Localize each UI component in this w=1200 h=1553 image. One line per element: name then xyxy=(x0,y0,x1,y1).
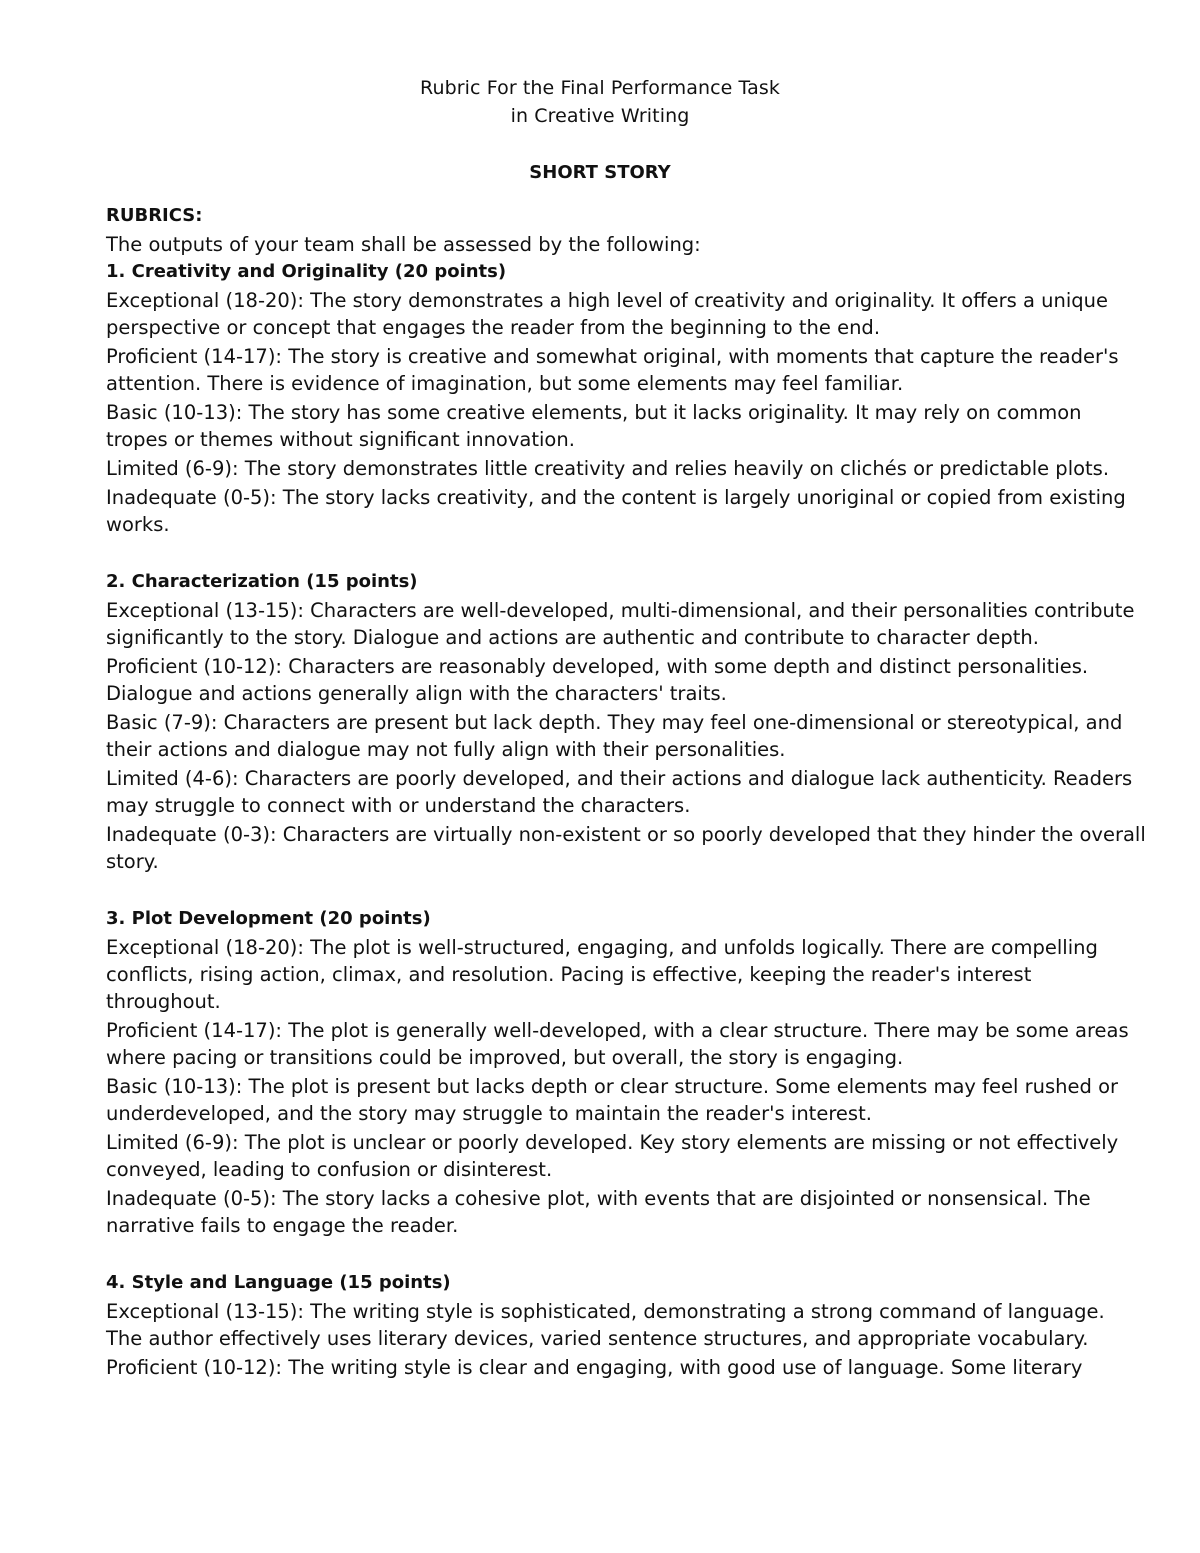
level-exceptional: Exceptional (13-15): Characters are well-developed, multi-dimensional, and their personalities contribute significantly to the story. Dialogue and actions are authentic and contribute to character depth. xyxy=(106,599,1135,649)
level-basic: Basic (10-13): The plot is present but lacks depth or clear structure. Some elements may feel rushed or underdeveloped, and the story may struggle to maintain the reader's interest. xyxy=(106,1075,1119,1125)
level-basic: Basic (10-13): The story has some creative elements, but it lacks originality. It may rely on common tropes or themes without significant innovation. xyxy=(106,401,1082,451)
level-basic: Basic (7-9): Characters are present but lack depth. They may feel one-dimensional or stereotypical, and their actions and dialogue may not fully align with their personalities. xyxy=(106,711,1123,761)
intro-text: The outputs of your team shall be assessed by the following: xyxy=(106,233,701,256)
level-inadequate: Inadequate (0-3): Characters are virtually non-existent or so poorly developed that they hinder the overall story. xyxy=(106,823,1146,873)
level-limited: Limited (6-9): The plot is unclear or poorly developed. Key story elements are missing or not effectively conveyed, leading to confusion or disinterest. xyxy=(106,1131,1119,1181)
document-title-line-1: Rubric For the Final Performance Task xyxy=(420,77,780,99)
criterion-creativity xyxy=(106,258,1146,538)
criterion-style-language xyxy=(106,1269,1146,1381)
level-inadequate: Inadequate (0-5): The story lacks creativity, and the content is largely unoriginal or copied from existing works. xyxy=(106,486,1126,536)
level-limited: Limited (4-6): Characters are poorly developed, and their actions and dialogue lack authenticity. Readers may struggle to connect with or understand the characters. xyxy=(106,767,1133,817)
criterion-title: 1. Creativity and Originality (20 points) xyxy=(106,261,507,282)
level-proficient: Proficient (14-17): The plot is generally well-developed, with a clear structure. There may be some areas where pacing or transitions could be improved, but overall, the story is engaging. xyxy=(106,1019,1129,1069)
criterion-title: 4. Style and Language (15 points) xyxy=(106,1272,451,1293)
level-inadequate: Inadequate (0-5): The story lacks a cohesive plot, with events that are disjointed or nonsensical. The narrative fails to engage the reader. xyxy=(106,1187,1091,1237)
level-exceptional: Exceptional (13-15): The writing style is sophisticated, demonstrating a strong command of language. The author effectively uses literary devices, varied sentence structures, and appropriate vocabulary. xyxy=(106,1300,1105,1350)
criterion-title: 2. Characterization (15 points) xyxy=(106,571,418,592)
criterion-title: 3. Plot Development (20 points) xyxy=(106,908,431,929)
document-heading: SHORT STORY xyxy=(529,162,671,183)
level-exceptional: Exceptional (18-20): The plot is well-structured, engaging, and unfolds logically. There are compelling conflicts, rising action, climax, and resolution. Pacing is effective, keeping the reader's interest throughout. xyxy=(106,936,1098,1013)
document-title-line-2: in Creative Writing xyxy=(510,105,690,127)
level-proficient: Proficient (10-12): Characters are reasonably developed, with some depth and distinct personalities. Dialogue and actions generally align with the characters' traits. xyxy=(106,655,1089,705)
level-proficient: Proficient (10-12): The writing style is clear and engaging, with good use of language. Some literary xyxy=(106,1356,1083,1379)
criterion-plot-development xyxy=(106,905,1146,1239)
level-proficient: Proficient (14-17): The story is creative and somewhat original, with moments that capture the reader's attention. There is evidence of imagination, but some elements may feel familiar. xyxy=(106,345,1119,395)
rubric-content xyxy=(106,203,1146,1381)
rubrics-label: RUBRICS: xyxy=(106,205,203,226)
level-limited: Limited (6-9): The story demonstrates little creativity and relies heavily on clichés or predictable plots. xyxy=(106,457,1110,480)
criterion-characterization xyxy=(106,568,1146,875)
level-exceptional: Exceptional (18-20): The story demonstrates a high level of creativity and originality. It offers a unique perspective or concept that engages the reader from the beginning to the end. xyxy=(106,289,1108,339)
